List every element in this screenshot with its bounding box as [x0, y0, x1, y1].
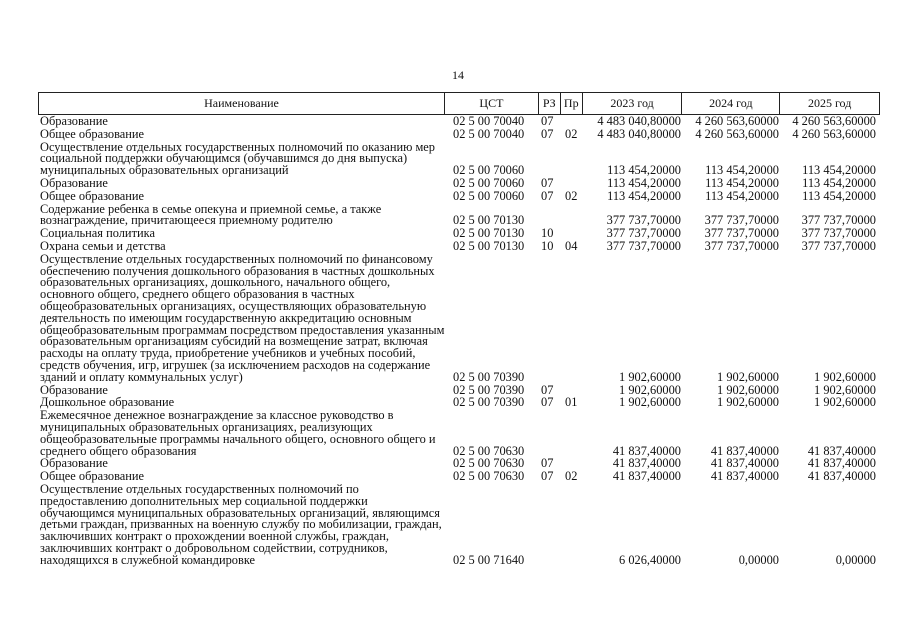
- header-pr: Пр: [561, 93, 583, 114]
- cell-cst: 02 5 00 70130: [453, 213, 525, 228]
- cell-y2025: 1 902,60000: [814, 395, 876, 410]
- cell-y2024: 377 737,70000: [704, 213, 779, 228]
- table-header: [38, 92, 880, 115]
- cell-y2024: 113 454,20000: [705, 188, 779, 203]
- cell-y2024: 1 902,60000: [717, 369, 779, 384]
- cell-cst: 02 5 00 70040: [453, 126, 525, 141]
- cell-y2023: 41 837,40000: [612, 469, 681, 484]
- cell-name: Образование: [40, 175, 108, 190]
- budget-table: [38, 92, 880, 566]
- cell-y2024: 113 454,20000: [705, 163, 779, 178]
- cell-y2023: 377 737,70000: [606, 238, 681, 253]
- table-row: [38, 201, 880, 228]
- cell-y2024: 41 837,40000: [710, 469, 779, 484]
- cell-rz: 10: [541, 226, 554, 241]
- cell-pr: 04: [565, 238, 578, 253]
- cell-name: Социальная политика: [40, 226, 155, 241]
- cell-y2025: 113 454,20000: [802, 188, 876, 203]
- cell-name: Общее образование: [40, 469, 145, 484]
- cell-y2023: 113 454,20000: [607, 163, 681, 178]
- cell-y2024: 113 454,20000: [705, 175, 779, 190]
- cell-name: Общее образование: [40, 188, 145, 203]
- cell-pr: 02: [565, 126, 578, 141]
- cell-cst: 02 5 00 70630: [453, 456, 525, 471]
- cell-y2023: 1 902,60000: [619, 395, 681, 410]
- cell-name: Дошкольное образование: [40, 395, 175, 410]
- cell-rz: 07: [541, 395, 554, 410]
- cell-y2025: 377 737,70000: [801, 238, 876, 253]
- cell-name: Образование: [40, 114, 108, 128]
- cell-name: Осуществление отдельных государственных полномочий по оказанию мер социальной поддержки обучающимся (обучавшимся до дня выпуска) муниципальных образовательных организаций: [40, 139, 435, 178]
- cell-y2023: 4 483 040,80000: [597, 114, 681, 128]
- table-row: [38, 238, 880, 253]
- table-row: [38, 188, 880, 203]
- cell-cst: 02 5 00 70390: [453, 395, 525, 410]
- table-row: [38, 126, 880, 141]
- cell-cst: 02 5 00 70060: [453, 188, 525, 203]
- cell-y2024: 0,00000: [738, 552, 779, 567]
- cell-y2025: 41 837,40000: [807, 456, 876, 471]
- cell-cst: 02 5 00 70130: [453, 238, 525, 253]
- table-row: [38, 481, 880, 567]
- cell-y2025: 4 260 563,60000: [792, 114, 876, 128]
- cell-cst: 02 5 00 70040: [453, 114, 525, 128]
- cell-y2025: 4 260 563,60000: [792, 126, 876, 141]
- cell-y2023: 1 902,60000: [619, 382, 681, 397]
- cell-y2025: 377 737,70000: [801, 213, 876, 228]
- cell-pr: 01: [565, 395, 578, 410]
- cell-rz: 07: [541, 188, 554, 203]
- cell-rz: 07: [541, 114, 554, 128]
- cell-cst: 02 5 00 70130: [453, 226, 525, 241]
- cell-y2023: 377 737,70000: [606, 226, 681, 241]
- cell-name: Осуществление отдельных государственных полномочий по финансовому обеспечению получения дошкольного образования в частных дошкольных образовательных организациях, дошкольного, начального общего, основного общего, среднего общего образования в частных общеобразовательных организациях, осуществляющих образовательную деятельность по имеющим государственную аккредитацию основным общеобразовательным программам посредством предоставления указанным образовательным организациям субсидий на возмещение затрат, включая расходы на оплату труда, приобретение учебников и учебных пособий, средств обучения, игр, игрушек (за исключением расходов на содержание зданий и оплату коммунальных услуг): [40, 251, 445, 384]
- cell-rz: 07: [541, 382, 554, 397]
- header-2024: 2024 год: [682, 93, 780, 114]
- cell-rz: 07: [541, 175, 554, 190]
- header-cst: ЦСТ: [445, 93, 539, 114]
- header-2023: 2023 год: [583, 93, 683, 114]
- cell-y2023: 41 837,40000: [612, 456, 681, 471]
- cell-y2024: 4 260 563,60000: [695, 114, 779, 128]
- cell-y2024: 377 737,70000: [704, 238, 779, 253]
- cell-y2023: 113 454,20000: [607, 188, 681, 203]
- cell-name: Содержание ребенка в семье опекуна и приемной семье, а также вознаграждение, причитающееся приемному родителю: [40, 201, 382, 228]
- cell-rz: 07: [541, 456, 554, 471]
- cell-cst: 02 5 00 70060: [453, 163, 525, 178]
- table-row: [38, 410, 880, 457]
- cell-cst: 02 5 00 70060: [453, 175, 525, 190]
- cell-y2025: 0,00000: [835, 552, 876, 567]
- header-name: Наименование: [39, 93, 445, 114]
- cell-name: Осуществление отдельных государственных полномочий по предоставлению дополнительных мер социальной поддержки обучающимся муниципальных образовательных организаций, являющимся детьми граждан, призванных на военную службу по мобилизации, граждан, заключивших контракт о прохождении военной службы, граждан, заключивших контракт о добровольном содействии, сотрудников, находящихся в служебной командировке: [40, 481, 442, 567]
- cell-y2025: 113 454,20000: [802, 175, 876, 190]
- cell-y2023: 1 902,60000: [619, 369, 681, 384]
- table-row: [38, 175, 880, 190]
- cell-rz: 07: [541, 126, 554, 141]
- cell-y2023: 377 737,70000: [606, 213, 681, 228]
- cell-name: Ежемесячное денежное вознаграждение за классное руководство в муниципальных образовательных организациях, реализующих общеобразовательные программы начального общего, основного общего и среднего общего образования: [40, 408, 436, 458]
- table-row: [38, 139, 880, 178]
- cell-y2023: 113 454,20000: [607, 175, 681, 190]
- cell-y2024: 377 737,70000: [704, 226, 779, 241]
- cell-name: Образование: [40, 456, 108, 471]
- cell-name: Образование: [40, 382, 108, 397]
- cell-rz: 07: [541, 469, 554, 484]
- cell-cst: 02 5 00 70630: [453, 443, 525, 458]
- cell-y2024: 41 837,40000: [710, 443, 779, 458]
- header-2025: 2025 год: [807, 96, 852, 110]
- cell-cst: 02 5 00 70390: [453, 382, 525, 397]
- cell-cst: 02 5 00 70390: [453, 369, 525, 384]
- cell-name: Охрана семьи и детства: [40, 238, 166, 253]
- table-body: [38, 116, 880, 566]
- cell-y2025: 41 837,40000: [807, 469, 876, 484]
- cell-y2025: 1 902,60000: [814, 382, 876, 397]
- cell-y2023: 6 026,40000: [619, 552, 681, 567]
- cell-y2024: 41 837,40000: [710, 456, 779, 471]
- cell-y2025: 1 902,60000: [814, 369, 876, 384]
- cell-pr: 02: [565, 469, 578, 484]
- cell-name: Общее образование: [40, 126, 145, 141]
- cell-y2023: 41 837,40000: [612, 443, 681, 458]
- cell-rz: 10: [541, 238, 554, 253]
- page-number: 14: [452, 68, 464, 82]
- cell-cst: 02 5 00 71640: [453, 552, 525, 567]
- cell-y2024: 4 260 563,60000: [695, 126, 779, 141]
- cell-y2023: 4 483 040,80000: [597, 126, 681, 141]
- cell-y2025: 113 454,20000: [802, 163, 876, 178]
- cell-y2024: 1 902,60000: [717, 382, 779, 397]
- table-row: [38, 251, 880, 384]
- cell-y2025: 377 737,70000: [801, 226, 876, 241]
- cell-y2025: 41 837,40000: [807, 443, 876, 458]
- cell-pr: 02: [565, 188, 578, 203]
- cell-cst: 02 5 00 70630: [453, 469, 525, 484]
- header-rz: РЗ: [539, 93, 561, 114]
- cell-y2024: 1 902,60000: [717, 395, 779, 410]
